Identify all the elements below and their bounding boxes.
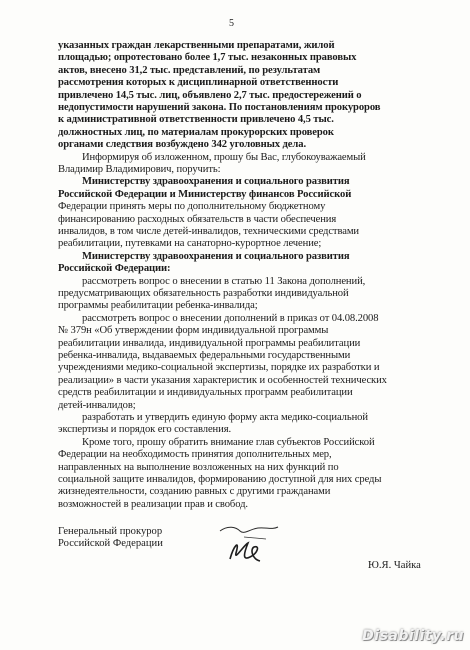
text-line: № 379н «Об утверждении форм индивидуальной программы: [58, 325, 329, 337]
text-line: детей-инвалидов;: [58, 399, 136, 411]
text-line: должностных лиц, по материалам прокурорских проверок: [58, 126, 334, 138]
text-line: привлечено 14,5 тыс. лиц, объявлено 2,7 тыс. предостережений о: [58, 89, 362, 101]
text-line: к административной ответственности привлечено 4,5 тыс.: [58, 114, 334, 126]
text-line: рассмотреть вопрос о внесении дополнений в приказ от 04.08.2008: [82, 312, 379, 324]
text-line: рассмотрения которых к дисциплинарной ответственности: [58, 77, 339, 89]
text-line: Российской Федерации и Министерству финансов Российской: [58, 188, 352, 200]
text-line: разработать и утвердить единую форму акта медико-социальной: [82, 412, 368, 423]
text-line: площадью; опротестовано более 1,7 тыс. незаконных правовых: [58, 52, 357, 64]
signatory-title-line-2: Российской Федерации: [58, 538, 163, 549]
text-line: Федерации на необходимость принятия дополнительных мер,: [58, 449, 332, 461]
text-line: Информируя об изложенном, прошу бы Вас, глубокоуважаемый: [82, 151, 366, 163]
signatory-title-line-1: Генеральный прокурор: [58, 526, 163, 537]
text-line: Федерации принять меры по дополнительному бюджетному: [58, 201, 326, 213]
text-line: актов, внесено 31,2 тыс. представлений, по результатам: [58, 64, 321, 76]
text-line: Владимир Владимирович, поручить:: [58, 164, 221, 175]
signatory-name: Ю.Я. Чайка: [368, 560, 421, 571]
text-line: реабилитации инвалида, индивидуальной программы реабилитации: [58, 337, 361, 349]
text-line: Кроме того, прошу обратить внимание глав субъектов Российской: [82, 436, 375, 448]
handwritten-signature: [214, 523, 284, 567]
text-line: ребенка-инвалида, выдаваемых федеральными государственными: [58, 350, 351, 361]
text-line: органами следствия возбуждено 342 уголовных дела.: [58, 139, 306, 151]
text-line: предусматривающих обязательность разработки индивидуальной: [58, 288, 349, 299]
text-line: жизнедеятельности, созданию равных с другими гражданами: [58, 486, 331, 498]
text-line: Российской Федерации:: [58, 263, 171, 275]
text-line: программы реабилитации ребенка-инвалида;: [58, 300, 258, 312]
text-line: средств реабилитации и индивидуальных программ реабилитации: [58, 387, 353, 399]
text-line: реабилитации, путевками на санаторно-курортное лечение;: [58, 238, 322, 250]
text-line: указанных граждан лекарственными препаратами, жилой: [58, 40, 335, 51]
text-line: реализации» в части указания характеристик и особенностей технических: [58, 374, 387, 386]
page-number: 5: [229, 18, 234, 29]
text-line: экспертизы и порядок его составления.: [58, 424, 232, 436]
text-line: Министерству здравоохранения и социального развития: [82, 176, 350, 188]
text-line: учреждениями медико-социальной экспертизы, порядке их разработки и: [58, 362, 380, 374]
text-line: социальной защите инвалидов, формированию доступной для них среды: [58, 474, 382, 485]
text-line: финансированию расходных обязательств в части обеспечения: [58, 213, 337, 225]
text-line: Министерству здравоохранения и социального развития: [82, 250, 350, 262]
watermark-logo: Disability.ru: [362, 628, 464, 644]
text-line: рассмотреть вопрос о внесении в статью 11 Закона дополнений,: [82, 275, 366, 287]
text-line: направленных на выполнение возложенных на них функций по: [58, 461, 339, 473]
text-line: недопустимости нарушений закона. По постановлениям прокуроров: [58, 102, 381, 113]
text-line: возможностей в реализации прав и свобод.: [58, 498, 248, 510]
text-line: инвалидов, в том числе детей-инвалидов, техническими средствами: [58, 226, 360, 237]
